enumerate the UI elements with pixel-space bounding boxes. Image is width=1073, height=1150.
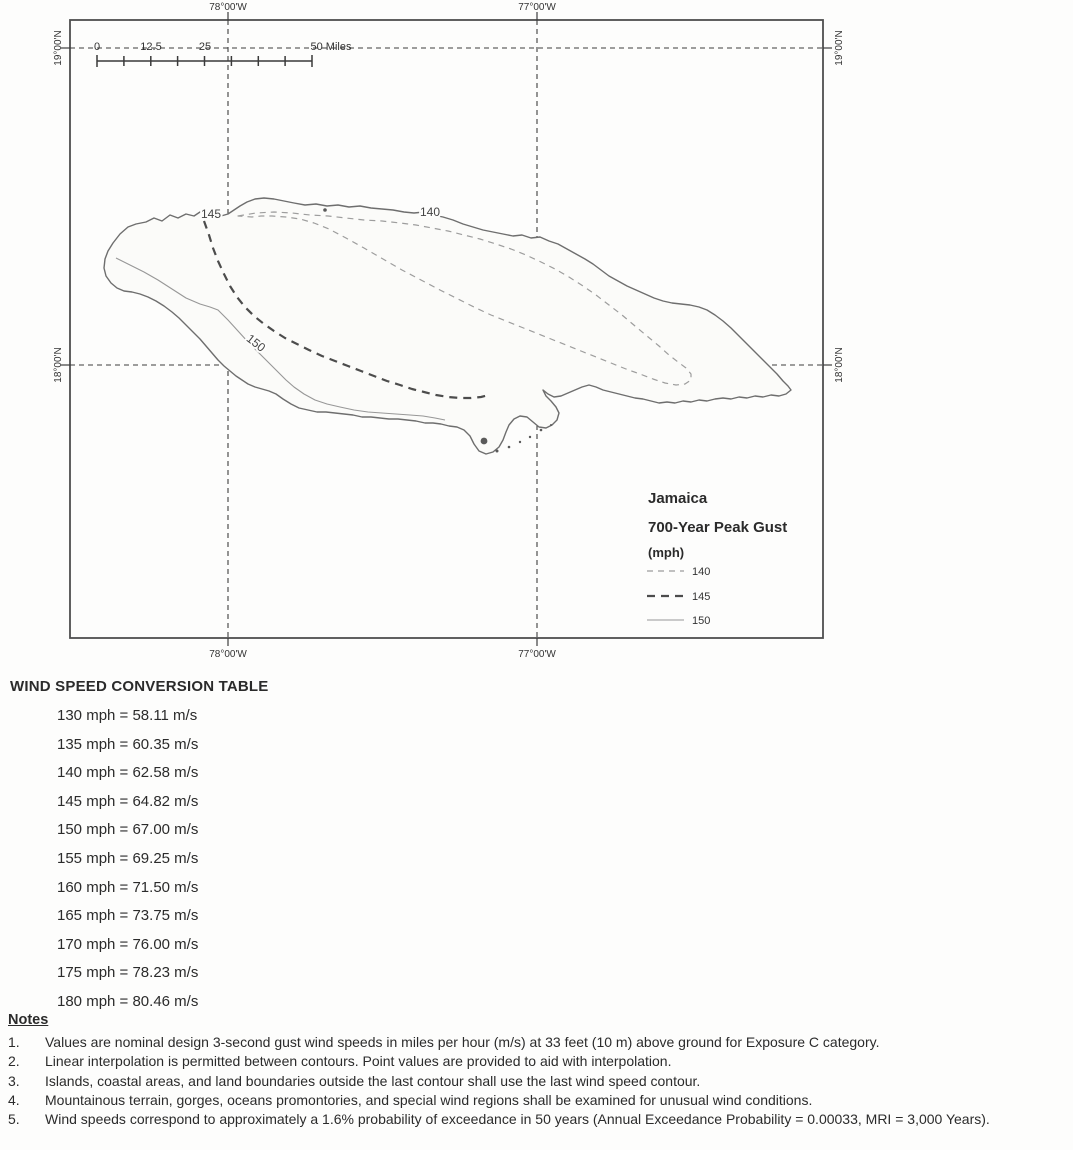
note-item [8,1033,1068,1052]
scale-label-0: 0 [93,41,101,53]
note-number: 5. [8,1111,20,1128]
scale-label-12-5: 12.5 [140,41,162,53]
axis-label-lon-77-bottom: 77°00'W [518,649,556,660]
conversion-row: 145 mph = 64.82 m/s [57,792,199,810]
axis-label-lon-77-top: 77°00'W [518,2,556,13]
note-text: Wind speeds correspond to approximately a 1.6% probability of exceedance in 50 years (Annual Exceedance Probability = 0.00033, MRI = 3,000 Years). [45,1111,990,1128]
notes-section [8,1012,1068,1129]
contour-label-140: 140 [419,205,441,219]
conversion-rows [57,702,198,1017]
legend-title: Jamaica [648,490,708,507]
note-text: Mountainous terrain, gorges, oceans promontories, and special wind regions shall be examined for unusual wind conditions. [45,1091,813,1108]
conversion-row: 165 mph = 73.75 m/s [57,907,199,925]
note-item [8,1052,1068,1071]
contour-label-145: 145 [200,207,222,221]
note-number: 4. [8,1091,20,1108]
note-item [8,1091,1068,1110]
notes-list [8,1033,1068,1129]
conversion-row: 175 mph = 78.23 m/s [57,964,199,982]
contour-label-150: 150 [243,331,269,355]
legend-label-145: 145 [692,591,711,603]
conversion-table-title: WIND SPEED CONVERSION TABLE [10,678,269,695]
axis-label-lat-18-left: 18°00'N [53,347,64,383]
conversion-row: 135 mph = 60.35 m/s [57,735,199,753]
scale-label-25: 25 [198,41,212,53]
conversion-row: 130 mph = 58.11 m/s [57,707,198,724]
conversion-row: 155 mph = 69.25 m/s [57,849,199,867]
legend-units: (mph) [648,545,685,560]
legend-subtitle: 700-Year Peak Gust [648,519,788,536]
note-item [8,1110,1068,1129]
note-item [8,1072,1068,1091]
notes-title: Notes [8,1012,49,1028]
conversion-row: 150 mph = 67.00 m/s [57,821,199,839]
note-text: Values are nominal design 3-second gust wind speeds in miles per hour (m/s) at 33 feet (10 m) above ground for Exposure C category. [45,1034,880,1050]
note-number: 3. [8,1072,20,1089]
conversion-row: 170 mph = 76.00 m/s [57,935,199,953]
legend-label-150: 150 [692,615,711,627]
note-text: Islands, coastal areas, and land boundaries outside the last contour shall use the last wind speed contour. [45,1072,701,1089]
note-number: 2. [8,1053,20,1070]
legend-label-140: 140 [692,566,711,578]
axis-label-lat-19-left: 19°00'N [53,30,64,66]
conversion-row: 140 mph = 62.58 m/s [57,764,199,782]
axis-label-lon-78-top: 78°00'W [209,2,247,13]
axis-label-lon-78-bottom: 78°00'W [209,649,247,660]
note-number: 1. [8,1034,20,1050]
axis-label-lat-19-right: 19°00'N [834,30,845,66]
axis-label-lat-18-right: 18°00'N [834,347,845,383]
scale-label-50-miles: 50 Miles [310,41,352,53]
conversion-row: 160 mph = 71.50 m/s [57,878,199,896]
conversion-row: 180 mph = 80.46 m/s [57,992,199,1010]
note-text: Linear interpolation is permitted between contours. Point values are provided to aid with interpolation. [45,1053,672,1070]
